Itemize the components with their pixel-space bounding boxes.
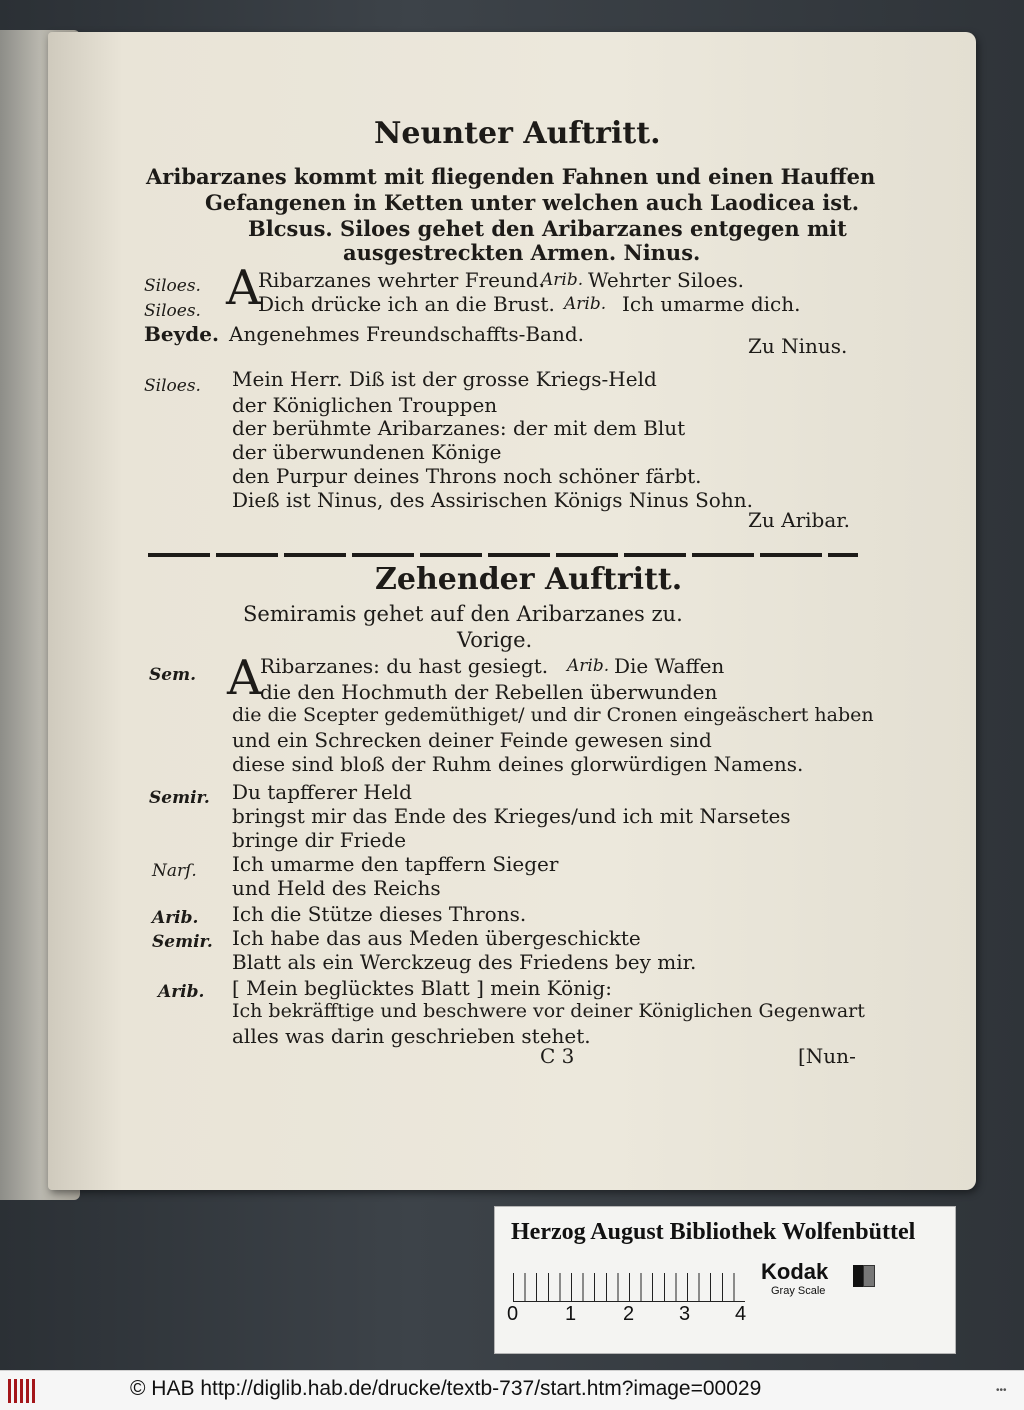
scene10-direction-2: Vorige. [457,628,533,652]
scene9-title: Neunter Auftritt. [374,116,661,151]
ruler-number: 0 [507,1303,519,1325]
verse-line: Ich bekräfftige und beschwere vor deiner Königlichen Gegenwart [232,1000,865,1022]
target-brand: Kodak [761,1259,829,1284]
speaker-label: Semir. [149,788,210,808]
verse-line: Mein Herr. Diß ist der grosse Kriegs-Held [232,367,657,391]
speaker-label: Arib. [541,270,584,290]
verse-line: bringe dir Friede [232,828,407,852]
ruler-number: 1 [565,1303,577,1325]
scene10-title: Zehender Auftritt. [375,562,683,597]
verse-line: Ich umarme den tapffern Sieger [232,852,559,876]
speaker-label: Semir. [152,932,213,952]
stage-direction: Zu Aribar. [748,508,850,532]
verse-line: diese sind bloß der Ruhm deines glorwürdigen Namens. [232,752,804,776]
speaker-label: Narſ. [152,861,197,881]
ruler-number: 3 [679,1303,691,1325]
verse-line: Ribarzanes: du hast gesiegt. [260,654,549,678]
verse-line: alles was darin geschrieben stehet. [232,1024,591,1048]
verse-line: Du tapfferer Held [232,780,412,804]
verse-line: [ Mein beglücktes Blatt ] mein König: [232,976,612,1000]
verse-line: Dieß ist Ninus, des Assirischen Königs Ninus Sohn. [232,488,753,512]
drop-cap: A [227,650,262,706]
catchword: [Nun- [798,1044,856,1068]
verse-line: der Königlichen Trouppen [232,393,498,417]
scene9-direction-3: Blcsus. Siloes gehet den Aribarzanes entgegen mit [248,216,847,241]
verse-line: bringst mir das Ende des Krieges/und ich mit Narsetes [232,804,791,828]
target-title: Herzog August Bibliothek Wolfenbüttel [511,1219,916,1245]
gray-patch-mid [863,1265,875,1287]
verse-line: und Held des Reichs [232,876,441,900]
speaker-label: Arib. [158,982,205,1002]
verse-line: Ich umarme dich. [622,292,801,316]
scene9-direction-1: Aribarzanes kommt mit fliegenden Fahnen und einen Hauffen [146,164,876,189]
speaker-label: Siloes. [144,276,201,296]
speaker-label: Arib. [564,294,607,314]
signature-mark: C 3 [540,1044,575,1068]
drop-cap: A [226,260,261,316]
target-subtitle: Gray Scale [771,1285,826,1297]
ruler-number: 2 [623,1303,635,1325]
footer-copyright-link[interactable]: © HAB http://diglib.hab.de/drucke/textb-737/start.htm?image=00029 [130,1377,762,1400]
verse-line: die die Scepter gedemüthiget/ und dir Cronen eingeäschert haben [232,704,874,726]
verse-line: Ribarzanes wehrter Freund. [258,268,545,292]
scene-divider [148,553,858,557]
ruler-scale [513,1261,745,1302]
gray-patch-dark [853,1265,863,1287]
verse-line: Ich habe das aus Meden übergeschickte [232,926,641,950]
verse-line: Blatt als ein Werckzeug des Friedens bey mir. [232,950,697,974]
scene9-direction-2: Gefangenen in Ketten unter welchen auch Laodicea ist. [205,190,860,215]
verse-line: die den Hochmuth der Rebellen überwunden [260,680,718,704]
verse-line: der berühmte Aribarzanes: der mit dem Blut [232,416,686,440]
verse-line: Die Waffen [614,654,725,678]
scene10-direction-1: Semiramis gehet auf den Aribarzanes zu. [243,602,683,626]
speaker-label: Siloes. [144,376,201,396]
verse-line: Ich die Stütze dieses Throns. [232,902,527,926]
ruler-number: 4 [735,1303,747,1325]
color-calibration-target [494,1206,956,1354]
speaker-label: Siloes. [144,301,201,321]
verse-line: Angenehmes Freundschaffts-Band. [229,322,585,346]
footer-bar [0,1370,1024,1410]
speaker-label: Beyde. [144,322,219,346]
speaker-label: Arib. [152,908,199,928]
verse-line: und ein Schrecken deiner Feinde gewesen sind [232,728,712,752]
verse-line: der überwundenen Könige [232,440,502,464]
hab-logo-icon [8,1379,38,1403]
speaker-label: Sem. [149,665,196,685]
scene9-direction-4: ausgestreckten Armen. Ninus. [343,240,701,265]
verse-line: den Purpur deines Throns noch schöner färbt. [232,464,702,488]
stage-direction: Zu Ninus. [748,334,848,358]
verse-line: Wehrter Siloes. [588,268,744,292]
footer-menu-icon[interactable]: ••• [996,1385,1007,1396]
speaker-label: Arib. [567,656,610,676]
verse-line: Dich drücke ich an die Brust. [258,292,555,316]
